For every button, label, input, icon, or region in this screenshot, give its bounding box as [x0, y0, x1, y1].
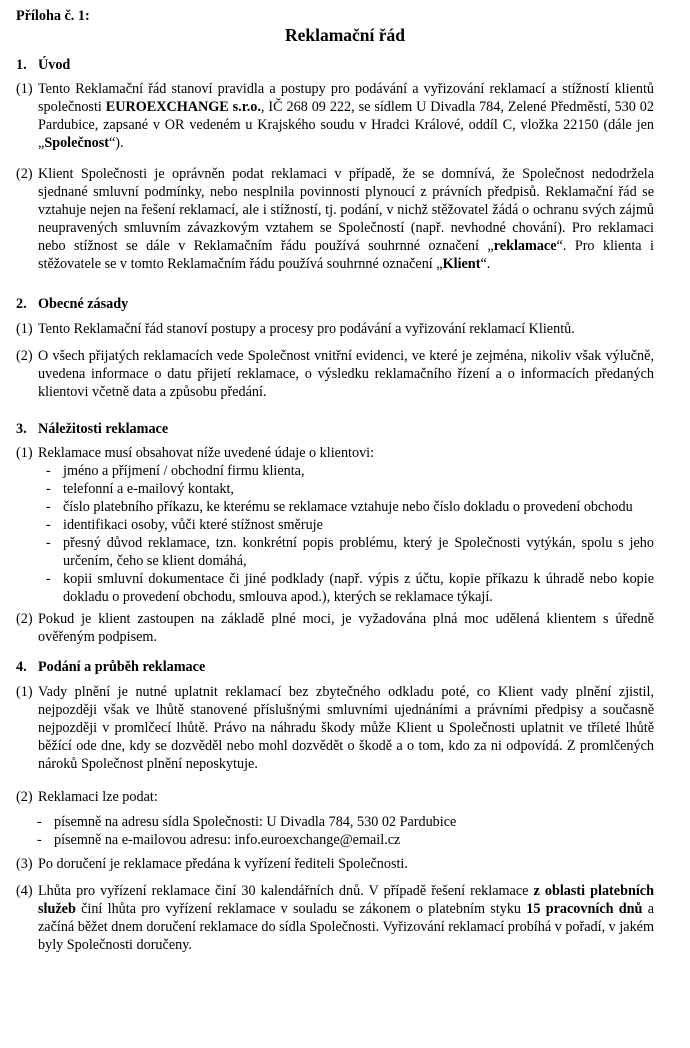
requirements-list [43, 462, 654, 606]
list-item [43, 570, 654, 606]
paragraph-4-4 [16, 882, 654, 954]
list-item [34, 831, 594, 849]
list-item [43, 516, 654, 534]
dash-bullet: - [46, 571, 51, 587]
section-number: 4. [16, 659, 27, 675]
section-heading-general [16, 295, 128, 313]
paragraph-text: Tento Reklamační řád stanoví postupy a procesy pro podávání a vyřizování reklamací Klientů. [38, 321, 575, 337]
paragraph-4-3 [16, 855, 654, 873]
defined-term: Klient [442, 256, 481, 272]
paragraph-text [38, 165, 654, 273]
dash-bullet: - [46, 535, 51, 551]
paragraph-3-2 [16, 610, 654, 646]
paragraph-text: Vady plnění je nutné uplatnit reklamací bez zbytečného odkladu poté, co Klient vady plnění zjistil, nejpozději však ve lhůtě stanovené příslušnými smluvními ujednáními a právními předpisy a současně nejpozději v promlčecí lhůtě. Právo na náhradu škody může Klient u Společnosti uplatnit ve tříleté lhůtě běžící ode dne, kdy se dozvěděl nebo mohl dozvědět o škodě a o tom, kdo za ni odpovídá. Z promlčených nároků Společnost plnění neposkytuje. [38, 684, 654, 772]
list-item-text: telefonní a e-mailový kontakt, [63, 481, 234, 497]
paragraph-2-1 [16, 320, 654, 338]
paragraph-4-1 [16, 683, 654, 773]
text-run: “. [480, 256, 491, 272]
text-run: , IČ 268 09 222, se sídlem U Divadla 784, Zelené Předměstí, 530 02 Pardubice, zapsané v OR vedeném u Krajského soudu v Hradci Králové, oddíl C, vložka 22150 (dále jen „ [38, 99, 654, 151]
text-run: “. Pro klienta i stěžovatele se v tomto Reklamačním řádu používá souhrnné označení „ [38, 238, 655, 272]
company-name: EUROEXCHANGE s.r.o. [105, 99, 261, 115]
dash-bullet: - [37, 814, 42, 830]
paragraph-number: (4) [16, 883, 33, 899]
text-run: Klient Společnosti je oprávněn podat reklamaci v případě, že se domnívá, že Společnost nedodržela sjednané smluvní podmínky, nebo nesplnila povinnosti plynoucí z právních předpisů. Reklamační řád se vztahuje nejen na řešení reklamací, ale i stížností, tj. podání, v nichž stěžovatel žádá o ochranu svých zájmů neupravených smluvním závazkovým vztahem se Společností (např. nevhodné chování). Pro reklamaci nebo stížnost se dále v Reklamačním řádu používá souhrnné označení „ [38, 166, 654, 254]
submission-channels-list [34, 813, 594, 849]
paragraph-3-1 [16, 444, 654, 462]
paragraph-number: (3) [16, 856, 33, 872]
section-title: Podání a průběh reklamace [38, 659, 206, 675]
paragraph-1-2 [16, 165, 654, 273]
list-item [43, 498, 654, 516]
paragraph-text [38, 882, 654, 954]
paragraph-text: O všech přijatých reklamacích vede Společnost vnitřní evidenci, ve které je zejména, nikoliv však výlučně, uvedena informace o datu přijetí reklamace, o výsledku reklamačního řízení a o informacích předaných klientovi včetně data a způsobu předání. [38, 348, 654, 400]
list-item-text: číslo platebního příkazu, ke kterému se reklamace vztahuje nebo číslo dokladu o provedení obchodu [63, 499, 633, 515]
list-item-text: písemně na adresu sídla Společnosti: U Divadla 784, 530 02 Pardubice [54, 814, 457, 830]
section-title: Úvod [38, 57, 71, 73]
defined-term: reklamace [493, 238, 557, 254]
list-item [43, 534, 654, 570]
paragraph-text: Pokud je klient zastoupen na základě plné moci, je vyžadována plná moc udělená klientem s úředně ověřeným podpisem. [38, 611, 654, 645]
dash-bullet: - [46, 463, 51, 479]
paragraph-text [38, 80, 654, 152]
paragraph-number: (1) [16, 684, 33, 700]
list-item-text: písemně na e-mailovou adresu: info.euroexchange@email.cz [54, 832, 401, 848]
section-title: Náležitosti reklamace [38, 421, 169, 437]
text-run: “). [108, 135, 124, 151]
paragraph-2-2 [16, 347, 654, 401]
paragraph-number: (1) [16, 445, 33, 461]
attachment-label: Příloha č. 1: [16, 8, 90, 24]
section-number: 3. [16, 421, 27, 437]
text-run: a začíná běžet dnem doručení reklamace do sídla Společnosti. Vyřizování reklamací probíhá v pořadí, v jakém byly Společnosti doručeny. [38, 901, 654, 953]
section-number: 2. [16, 296, 27, 312]
text-run: Tento Reklamační řád stanoví pravidla a postupy pro podávání a vyřizování reklamací a stížností klientů společnosti [38, 81, 654, 115]
paragraph-number: (2) [16, 166, 33, 182]
paragraph-number: (2) [16, 611, 33, 627]
list-item-text: identifikaci osoby, vůči které stížnost směruje [63, 517, 323, 533]
dash-bullet: - [46, 499, 51, 515]
dash-bullet: - [46, 481, 51, 497]
paragraph-number: (2) [16, 789, 33, 805]
paragraph-text: Reklamaci lze podat: [38, 789, 158, 805]
paragraph-1-1 [16, 80, 654, 152]
section-heading-intro [16, 56, 70, 74]
paragraph-number: (2) [16, 348, 33, 364]
paragraph-number: (1) [16, 81, 33, 97]
list-item [43, 480, 654, 498]
list-item [43, 462, 654, 480]
list-item [34, 813, 594, 831]
section-heading-submission [16, 658, 205, 676]
paragraph-text: Po doručení je reklamace předána k vyřízení řediteli Společnosti. [38, 856, 408, 872]
document-title: Reklamační řád [284, 25, 406, 45]
emphasis-text: z oblasti platebních služeb [38, 883, 654, 917]
section-number: 1. [16, 57, 27, 73]
emphasis-text: 15 pracovních dnů [526, 901, 643, 917]
paragraph-text: Reklamace musí obsahovat níže uvedené údaje o klientovi: [38, 445, 375, 461]
paragraph-number: (1) [16, 321, 33, 337]
list-item-text: jméno a příjmení / obchodní firmu klienta, [63, 463, 305, 479]
text-run: činí lhůta pro vyřízení reklamace v souladu se zákonem o platebním styku [75, 901, 527, 917]
defined-term: Společnost [44, 135, 109, 151]
section-title: Obecné zásady [38, 296, 129, 312]
list-item-text: kopii smluvní dokumentace či jiné podklady (např. výpis z účtu, kopie příkazu k úhradě nebo kopie dokladu o provedení obchodu, smlouva apod.), kterých se reklamace týkají. [63, 571, 654, 605]
dash-bullet: - [37, 832, 42, 848]
section-heading-requirements [16, 420, 168, 438]
text-run: Lhůta pro vyřízení reklamace činí 30 kalendářních dnů. V případě řešení reklamace [38, 883, 534, 899]
list-item-text: přesný důvod reklamace, tzn. konkrétní popis problému, který je Společnosti vytýkán, spolu s jeho určením, čeho se klient domáhá, [63, 535, 654, 569]
paragraph-4-2 [16, 788, 654, 806]
dash-bullet: - [46, 517, 51, 533]
